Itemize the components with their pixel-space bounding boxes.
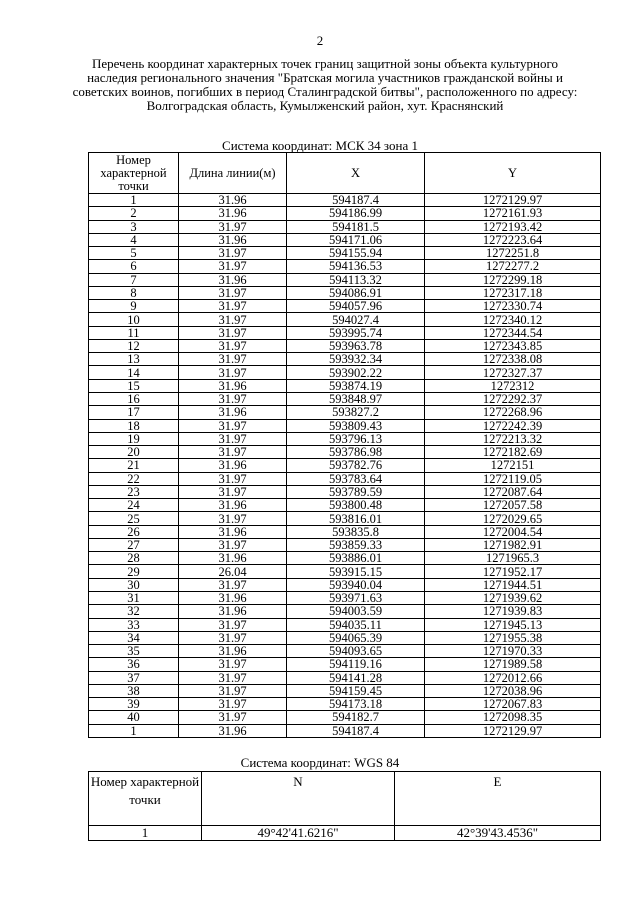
- table-row: [89, 220, 601, 233]
- table-row: [89, 618, 601, 631]
- col-header-x: X: [287, 153, 425, 194]
- table-cell: 31.96: [179, 379, 287, 392]
- table-row: [89, 591, 601, 604]
- table-row: [89, 605, 601, 618]
- table-cell: 31.97: [179, 286, 287, 299]
- table-cell: 16: [89, 392, 179, 405]
- table-row: [89, 419, 601, 432]
- table-cell: 593963.78: [287, 339, 425, 352]
- table-cell: 1: [89, 724, 179, 737]
- table-cell: 1272004.54: [425, 525, 601, 538]
- table-row: [89, 671, 601, 684]
- table-cell: 39: [89, 698, 179, 711]
- table-cell: 31.96: [179, 499, 287, 512]
- table-header-row: [89, 153, 601, 194]
- table-cell: 31.97: [179, 618, 287, 631]
- table-cell: 31.97: [179, 446, 287, 459]
- table-cell: 1271952.17: [425, 565, 601, 578]
- table-row: [89, 538, 601, 551]
- table-cell: 14: [89, 366, 179, 379]
- table-cell: 593932.34: [287, 353, 425, 366]
- table-cell: 31.97: [179, 339, 287, 352]
- table-cell: 2: [89, 207, 179, 220]
- table-cell: 593848.97: [287, 392, 425, 405]
- table1-body: [89, 194, 601, 738]
- table-cell: 1272327.37: [425, 366, 601, 379]
- table-cell: 1271939.62: [425, 591, 601, 604]
- table-cell: 594173.18: [287, 698, 425, 711]
- col-header-point-number: Номер характерной точки: [89, 772, 202, 826]
- table-cell: 31.97: [179, 366, 287, 379]
- table-cell: 1272129.97: [425, 194, 601, 207]
- table-cell: 31.96: [179, 207, 287, 220]
- table-cell: 594065.39: [287, 631, 425, 644]
- table-row: [89, 260, 601, 273]
- table-cell: 594155.94: [287, 247, 425, 260]
- table-cell: 31.96: [179, 645, 287, 658]
- table-cell: 1272182.69: [425, 446, 601, 459]
- table-cell: 30: [89, 578, 179, 591]
- table-header-row: [89, 772, 601, 826]
- table-cell: 594086.91: [287, 286, 425, 299]
- table-row: [89, 525, 601, 538]
- table-cell: 17: [89, 406, 179, 419]
- table-cell: 1272242.39: [425, 419, 601, 432]
- table-cell: 40: [89, 711, 179, 724]
- table-cell: 594186.99: [287, 207, 425, 220]
- table-cell: 5: [89, 247, 179, 260]
- col-header-y: Y: [425, 153, 601, 194]
- table-cell: 6: [89, 260, 179, 273]
- col-header-e: E: [395, 772, 601, 826]
- table-cell: 593859.33: [287, 538, 425, 551]
- table-cell: 10: [89, 313, 179, 326]
- table-cell: 31.97: [179, 247, 287, 260]
- table-cell: 34: [89, 631, 179, 644]
- table-cell: 3: [89, 220, 179, 233]
- table-cell: 593786.98: [287, 446, 425, 459]
- table-cell: 594057.96: [287, 300, 425, 313]
- table-cell: 1272299.18: [425, 273, 601, 286]
- table-cell: 31.96: [179, 552, 287, 565]
- table-cell: 593902.22: [287, 366, 425, 379]
- table-cell: 20: [89, 446, 179, 459]
- table-cell: 38: [89, 684, 179, 697]
- table-cell: 594027.4: [287, 313, 425, 326]
- table-cell: 1272029.65: [425, 512, 601, 525]
- table-cell: 593827.2: [287, 406, 425, 419]
- table-cell: 18: [89, 419, 179, 432]
- table-cell: 9: [89, 300, 179, 313]
- table-cell: 8: [89, 286, 179, 299]
- table-cell: 37: [89, 671, 179, 684]
- table-cell: 1: [89, 194, 179, 207]
- table-cell: 31.97: [179, 326, 287, 339]
- table-cell: 593995.74: [287, 326, 425, 339]
- table-cell: 594159.45: [287, 684, 425, 697]
- table-cell: 1271944.51: [425, 578, 601, 591]
- table-cell: 594093.65: [287, 645, 425, 658]
- table-cell: 593809.43: [287, 419, 425, 432]
- table-row: [89, 724, 601, 737]
- table-row: [89, 565, 601, 578]
- table-row: [89, 207, 601, 220]
- table-cell: 1272119.05: [425, 472, 601, 485]
- table-cell: 19: [89, 432, 179, 445]
- msk34-coordinates-table: [88, 152, 601, 738]
- col-header-line-length: Длина линии(м): [179, 153, 287, 194]
- table-cell: 594141.28: [287, 671, 425, 684]
- table-row: [89, 645, 601, 658]
- table-cell: 593915.15: [287, 565, 425, 578]
- table-row: [89, 313, 601, 326]
- table-cell: 1272343.85: [425, 339, 601, 352]
- table-row: [89, 472, 601, 485]
- table-cell: 31.97: [179, 658, 287, 671]
- table-cell: 1272344.54: [425, 326, 601, 339]
- table-row: [89, 353, 601, 366]
- table-cell: 1271945.13: [425, 618, 601, 631]
- table-cell: 1272312: [425, 379, 601, 392]
- table-cell: 31.97: [179, 432, 287, 445]
- table-cell: 31.97: [179, 631, 287, 644]
- table-row: [89, 459, 601, 472]
- table-row: [89, 326, 601, 339]
- table-cell: 31.97: [179, 220, 287, 233]
- table-cell: 593782.76: [287, 459, 425, 472]
- table-cell: 1272012.66: [425, 671, 601, 684]
- table-cell: 594003.59: [287, 605, 425, 618]
- table2-body: [89, 826, 601, 841]
- table-row: [89, 432, 601, 445]
- table-cell: 593886.01: [287, 552, 425, 565]
- table-cell: 11: [89, 326, 179, 339]
- table-row: [89, 446, 601, 459]
- table-row: [89, 339, 601, 352]
- table-cell: 593789.59: [287, 485, 425, 498]
- table-cell: 31.97: [179, 512, 287, 525]
- table-cell: 1272223.64: [425, 233, 601, 246]
- table-cell: 1271982.91: [425, 538, 601, 551]
- table-cell: 31.96: [179, 273, 287, 286]
- table-cell: 31: [89, 591, 179, 604]
- table-cell: 1272292.37: [425, 392, 601, 405]
- table-row: [89, 233, 601, 246]
- table-row: [89, 711, 601, 724]
- table-cell: 594181.5: [287, 220, 425, 233]
- document-heading: Перечень координат характерных точек границ защитной зоны объекта культурного наследия регионального значения "Братская могила участников гражданской войны и советских воинов, погибших в период Сталинградской битвы", расположенного по адресу: Волгоградская область, Кумылженский район, хут. Краснянский: [72, 56, 578, 113]
- table-cell: 31.96: [179, 605, 287, 618]
- table-cell: 31.97: [179, 485, 287, 498]
- table-cell: 31.97: [179, 472, 287, 485]
- col-header-point-number: Номер характерной точки: [89, 153, 179, 194]
- table-cell: 1272129.97: [425, 724, 601, 737]
- table-cell: 593874.19: [287, 379, 425, 392]
- table-row: [89, 485, 601, 498]
- table-cell: 594182.7: [287, 711, 425, 724]
- table-cell: 593940.04: [287, 578, 425, 591]
- table-cell: 594136.53: [287, 260, 425, 273]
- table-cell: 593800.48: [287, 499, 425, 512]
- table-cell: 1272330.74: [425, 300, 601, 313]
- table-cell: 1271955.38: [425, 631, 601, 644]
- table-cell: 31.96: [179, 591, 287, 604]
- table-cell: 28: [89, 552, 179, 565]
- table-cell: 35: [89, 645, 179, 658]
- table-row: [89, 578, 601, 591]
- table-cell: 1272340.12: [425, 313, 601, 326]
- table-cell: 4: [89, 233, 179, 246]
- table-row: [89, 300, 601, 313]
- table-cell: 12: [89, 339, 179, 352]
- table-cell: 31.97: [179, 313, 287, 326]
- table-row: [89, 406, 601, 419]
- table-cell: 31.96: [179, 406, 287, 419]
- table-cell: 7: [89, 273, 179, 286]
- table-cell: 1272213.32: [425, 432, 601, 445]
- table-cell: 26.04: [179, 565, 287, 578]
- table-cell: 15: [89, 379, 179, 392]
- table-row: [89, 512, 601, 525]
- table-cell: 593816.01: [287, 512, 425, 525]
- table-cell: 31.97: [179, 671, 287, 684]
- table-row: [89, 194, 601, 207]
- table-cell: 594035.11: [287, 618, 425, 631]
- table-cell: 593835.8: [287, 525, 425, 538]
- table-cell: 31.97: [179, 538, 287, 551]
- table-cell: 33: [89, 618, 179, 631]
- table-cell: 26: [89, 525, 179, 538]
- table-cell: 1272277.2: [425, 260, 601, 273]
- table-cell: 49°42'41.6216": [202, 826, 395, 841]
- table-cell: 1272151: [425, 459, 601, 472]
- table-cell: 1272317.18: [425, 286, 601, 299]
- table-cell: 27: [89, 538, 179, 551]
- table-cell: 31.97: [179, 300, 287, 313]
- table-cell: 594171.06: [287, 233, 425, 246]
- table-cell: 25: [89, 512, 179, 525]
- table-cell: 1271939.83: [425, 605, 601, 618]
- table-row: [89, 366, 601, 379]
- table-cell: 36: [89, 658, 179, 671]
- table-row: [89, 379, 601, 392]
- table-row: [89, 273, 601, 286]
- table-cell: 31.97: [179, 684, 287, 697]
- table-cell: 1272161.93: [425, 207, 601, 220]
- table-cell: 593783.64: [287, 472, 425, 485]
- table-cell: 1271989.58: [425, 658, 601, 671]
- table-cell: 31.97: [179, 392, 287, 405]
- table-cell: 594113.32: [287, 273, 425, 286]
- table-row: [89, 826, 601, 841]
- table-cell: 32: [89, 605, 179, 618]
- table-row: [89, 684, 601, 697]
- table-cell: 31.97: [179, 353, 287, 366]
- table-cell: 24: [89, 499, 179, 512]
- page-number: 2: [316, 33, 324, 48]
- table-cell: 31.97: [179, 711, 287, 724]
- table-cell: 1272338.08: [425, 353, 601, 366]
- col-header-n: N: [202, 772, 395, 826]
- table-cell: 29: [89, 565, 179, 578]
- table-cell: 1: [89, 826, 202, 841]
- table-cell: 1272193.42: [425, 220, 601, 233]
- table-cell: 13: [89, 353, 179, 366]
- table-cell: 31.96: [179, 233, 287, 246]
- table-row: [89, 631, 601, 644]
- table-cell: 1271965.3: [425, 552, 601, 565]
- table-cell: 1272067.83: [425, 698, 601, 711]
- table-cell: 594119.16: [287, 658, 425, 671]
- table-cell: 594187.4: [287, 724, 425, 737]
- table-row: [89, 658, 601, 671]
- table-cell: 31.97: [179, 419, 287, 432]
- table-cell: 22: [89, 472, 179, 485]
- table-cell: 594187.4: [287, 194, 425, 207]
- table-cell: 23: [89, 485, 179, 498]
- table1-caption: Система координат: МСК 34 зона 1: [222, 138, 418, 153]
- table-cell: 31.96: [179, 525, 287, 538]
- table2-caption: Система координат: WGS 84: [240, 755, 400, 770]
- table-cell: 31.97: [179, 698, 287, 711]
- table-cell: 1272038.96: [425, 684, 601, 697]
- table-cell: 31.97: [179, 578, 287, 591]
- table-row: [89, 247, 601, 260]
- table-row: [89, 392, 601, 405]
- wgs84-coordinates-table: [88, 771, 601, 841]
- table-cell: 1272268.96: [425, 406, 601, 419]
- table-row: [89, 499, 601, 512]
- table-cell: 593796.13: [287, 432, 425, 445]
- table-cell: 31.96: [179, 194, 287, 207]
- table-cell: 31.96: [179, 724, 287, 737]
- table-cell: 42°39'43.4536": [395, 826, 601, 841]
- table-cell: 1272087.64: [425, 485, 601, 498]
- table-cell: 31.97: [179, 260, 287, 273]
- table-cell: 31.96: [179, 459, 287, 472]
- table-cell: 1271970.33: [425, 645, 601, 658]
- table-cell: 1272057.58: [425, 499, 601, 512]
- table-row: [89, 552, 601, 565]
- table-cell: 1272251.8: [425, 247, 601, 260]
- table-row: [89, 286, 601, 299]
- table-row: [89, 698, 601, 711]
- table-cell: 21: [89, 459, 179, 472]
- table-cell: 1272098.35: [425, 711, 601, 724]
- table-cell: 593971.63: [287, 591, 425, 604]
